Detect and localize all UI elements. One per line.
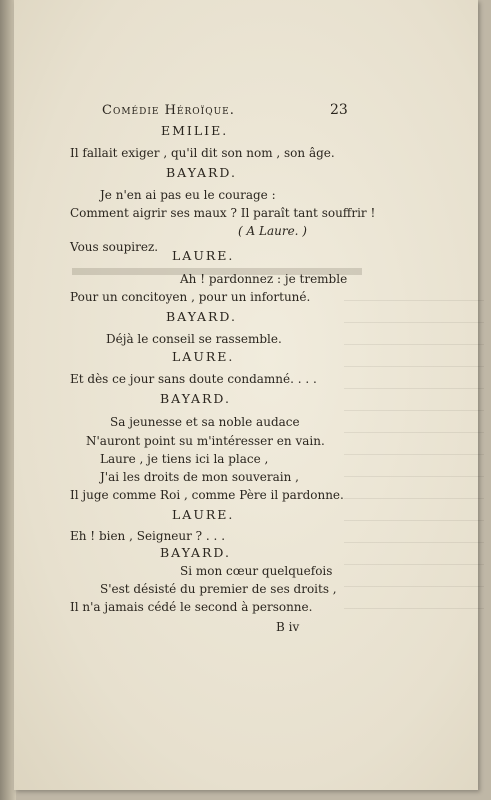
verse-line: Ah ! pardonnez : je tremble [180, 272, 348, 286]
verse-line: S'est désisté du premier de ses droits , [100, 582, 337, 596]
speaker-name: BAYARD. [160, 545, 231, 560]
verse-line: Il fallait exiger , qu'il dit son nom , son âge. [70, 146, 335, 160]
verse-line: Je n'en ai pas eu le courage : [100, 188, 276, 202]
speaker-name: BAYARD. [166, 309, 237, 324]
verse-line: N'auront point su m'intéresser en vain. [86, 434, 325, 448]
book-page [14, 0, 478, 790]
speaker-name: LAURE. [172, 349, 235, 364]
verse-line: Déjà le conseil se rassemble. [106, 332, 282, 346]
verse-line: Pour un concitoyen , pour un infortuné. [70, 290, 311, 304]
running-header: Comédie Héroïque. [102, 103, 235, 118]
show-through [344, 300, 484, 620]
speaker-name: LAURE. [172, 507, 235, 522]
verse-line: Il juge comme Roi , comme Père il pardonne. [70, 488, 344, 502]
speaker-name: LAURE. [172, 248, 235, 263]
page-number: 23 [330, 102, 348, 118]
verse-line: Et dès ce jour sans doute condamné. . . . [70, 372, 317, 386]
verse-line: Si mon cœur quelquefois [180, 564, 333, 578]
speaker-name: EMILIE. [161, 123, 229, 138]
signature-mark: B iv [276, 620, 300, 634]
verse-line: Vous soupirez. [70, 240, 159, 254]
verse-line: Comment aigrir ses maux ? Il paraît tant souffrir ! [70, 206, 376, 220]
verse-line: Eh ! bien , Seigneur ? . . . [70, 529, 226, 543]
verse-line: Laure , je tiens ici la place , [100, 452, 269, 466]
speaker-name: BAYARD. [166, 165, 237, 180]
verse-line: J'ai les droits de mon souverain , [100, 470, 299, 484]
speaker-name: BAYARD. [160, 391, 231, 406]
verse-line: Il n'a jamais cédé le second à personne. [70, 600, 313, 614]
stage-direction: ( A Laure. ) [238, 224, 307, 238]
verse-line: Sa jeunesse et sa noble audace [110, 415, 300, 429]
